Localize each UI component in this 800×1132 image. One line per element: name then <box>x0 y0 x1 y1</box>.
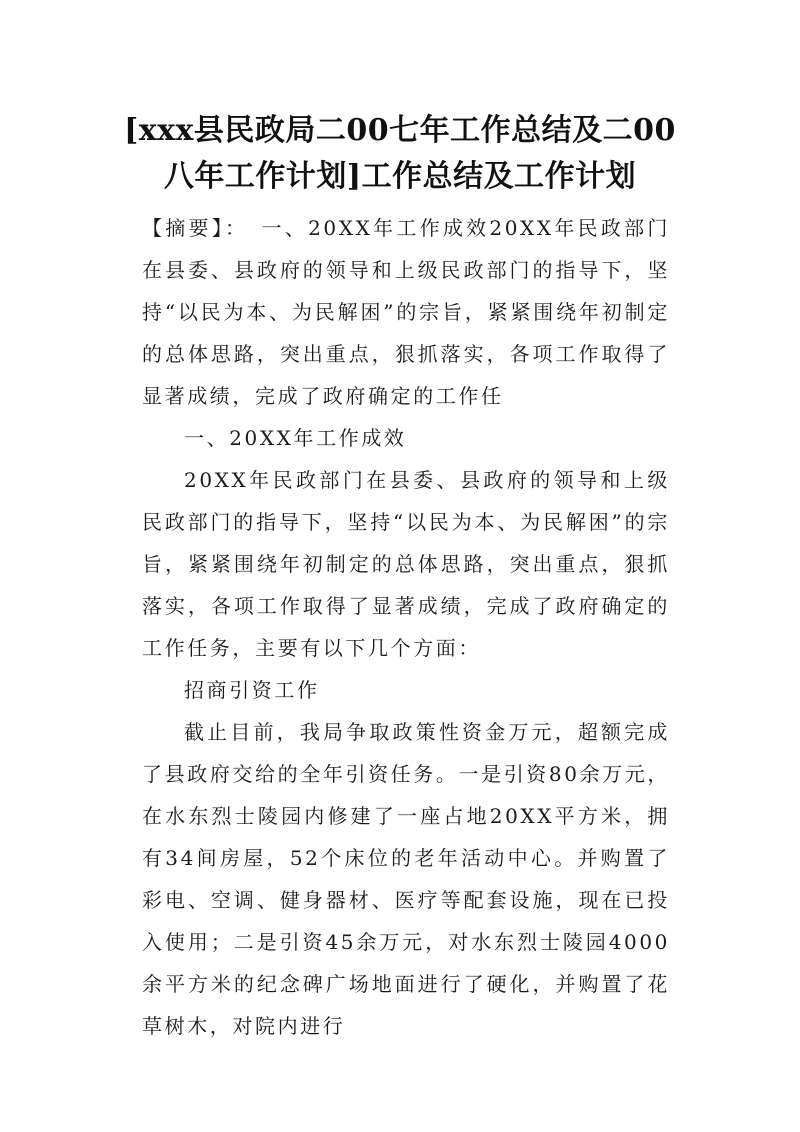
abstract-label: 【摘要】： <box>142 216 239 240</box>
subheading-investment: 招商引资工作 <box>184 678 320 702</box>
document-body <box>142 207 670 1047</box>
abstract-paragraph <box>142 207 670 417</box>
paragraph-investment: 截止目前，我局争取政策性资金万元，超额完成了县政府交给的全年引资任务。一是引资80余万元，在水东烈士陵园内修建了一座占地20XX平方米，拥有34间房屋，52个床位的老年活动中心。并购置了彩电、空调、健身器材、医疗等配套设施，现在已投入使用；二是引资45余万元，对水东烈士陵园4000余平方米的纪念碑广场地面进行了硬化，并购置了花草树木，对院内进行 <box>142 720 670 1038</box>
document-title: [xxx县民政局二00七年工作总结及二00八年工作计划]工作总结及工作计划 <box>124 113 676 194</box>
paragraph-work-results: 20XX年民政部门在县委、县政府的领导和上级民政部门的指导下，坚持“以民为本、为民解困”的宗旨，紧紧围绕年初制定的总体思路，突出重点，狠抓落实，各项工作取得了显著成绩，完成了政府确定的工作任务，主要有以下几个方面： <box>142 468 670 660</box>
abstract-text: 一、20XX年工作成效20XX年民政部门在县委、县政府的领导和上级民政部门的指导下，坚持“以民为本、为民解困”的宗旨，紧紧围绕年初制定的总体思路，突出重点，狠抓落实，各项工作取得了显著成绩，完成了政府确定的工作任 <box>142 216 671 408</box>
section-heading: 一、20XX年工作成效 <box>184 426 407 450</box>
